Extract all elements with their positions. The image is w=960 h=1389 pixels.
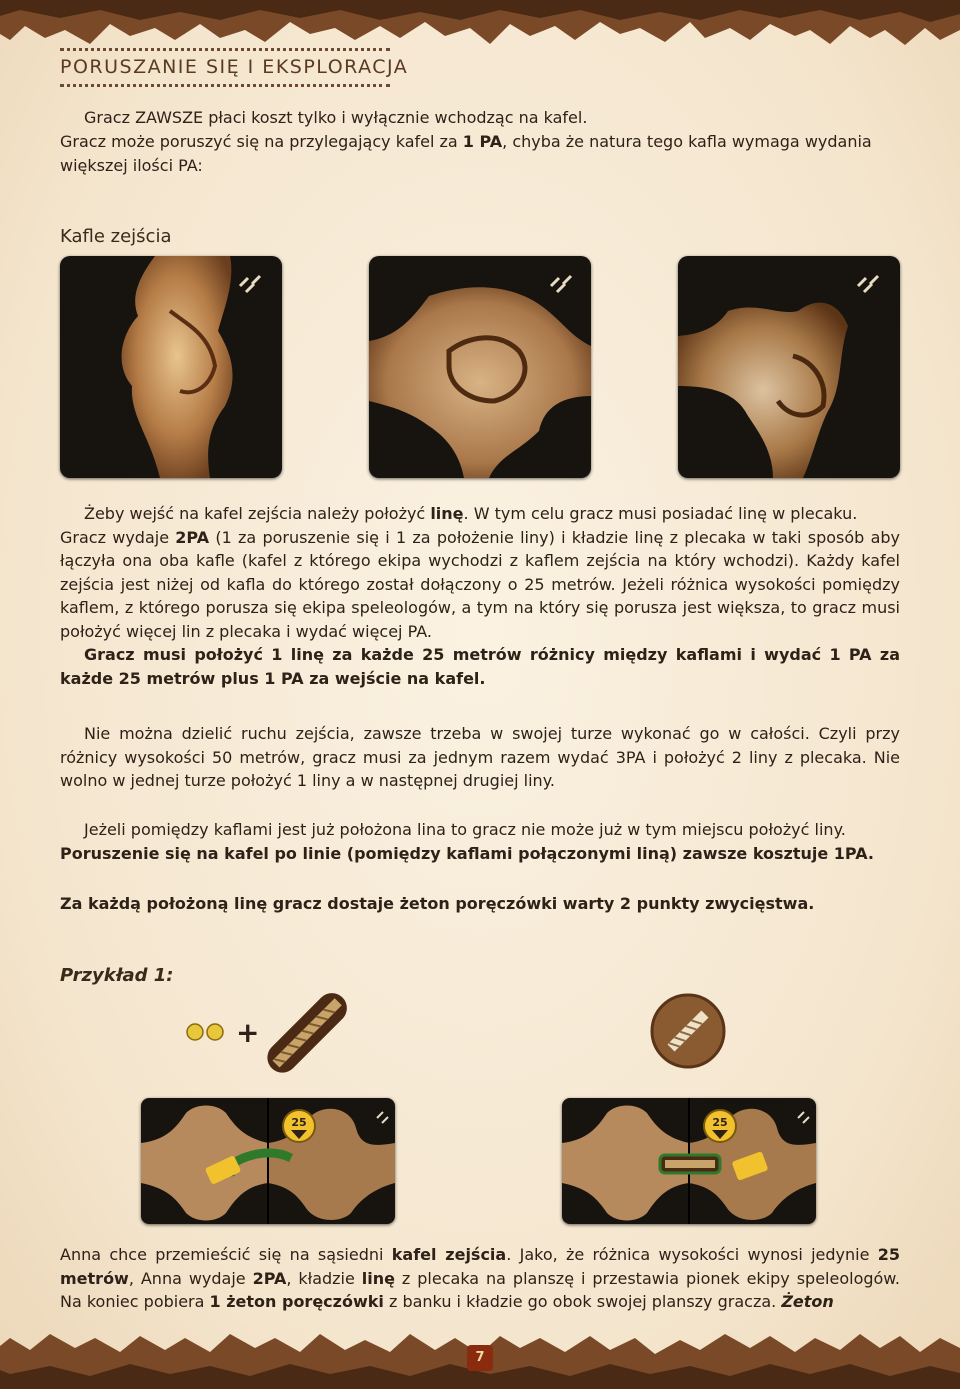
p1-bold-rule: Gracz musi położyć 1 linę za każde 25 metrów różnicy między kaflami i wydać 1 PA za każde 25 metrów plus 1 PA za wejście na kafel. (60, 645, 900, 688)
p1-cost: 2PA (175, 527, 210, 547)
p1-text-4: (1 za poruszenie się i 1 za położenie liny) i kładzie linę z plecaka w taki sposób aby łączyła ona oba kafle (kafel z którego ekipa wychodzi z kaflem zejścia na który wchodzi). Każdy kafel zejścia jest niżej od kafla do którego został dołączony o 25 metrów. Jeżeli różnica wysokości pomiędzy kaflem, z którego porusza się ekipa speleologów, a tym na który się porusza jest większa, to gracz musi położyć więcej lin z plecaka i wydać więcej PA. (60, 527, 901, 641)
heading-dots-top (60, 48, 390, 51)
caption-1: Anna chce przemieścić się na sąsiedni (60, 1245, 392, 1264)
intro-text-end: , chyba że natura tego kafla wymaga wydania większej ilości PA: (60, 132, 872, 175)
caption-12: Żeton (781, 1292, 834, 1311)
depth-badge-label-2: 25 (712, 1116, 728, 1129)
rope-token (650, 993, 726, 1069)
descent-tile-3 (678, 256, 900, 478)
caption-6: 2PA (252, 1268, 287, 1288)
depth-badge-label: 25 (291, 1116, 307, 1129)
p3-text: Jeżeli pomiędzy kaflami jest już położona lina to gracz nie może już w tym miejscu położyć liny. (84, 820, 846, 839)
descent-tile-2 (369, 256, 591, 478)
intro-cost: 1 PA (462, 132, 503, 151)
example-title: Przykład 1: (60, 965, 174, 986)
caption-3: . Jako, że różnica wysokości wynosi jedynie (506, 1245, 878, 1264)
p1-text-2: . W tym celu gracz musi posiadać linę w plecaku. (463, 504, 858, 523)
descent-rules-paragraph (60, 502, 900, 690)
existing-rope-paragraph (60, 818, 900, 865)
example-board-before (141, 1098, 395, 1224)
example-cost-illustration (180, 990, 370, 1085)
intro-line-2 (60, 130, 900, 177)
caption-10: 1 żeton poręczówki (209, 1292, 384, 1311)
caption-11: z banku i kładzie go obok swojej planszy gracza. (383, 1292, 782, 1311)
intro-line-1: Gracz ZAWSZE płaci koszt tylko i wyłącznie wchodząc na kafel. (84, 108, 588, 127)
no-split-paragraph: Nie można dzielić ruchu zejścia, zawsze trzeba w swojej turze wykonać go w całości. Czyli przy różnicy wysokości 50 metrów, gracz musi za jednym razem wydać 3PA i położyć 2 liny z plecaka. Nie wolno w jednej turze położyć 1 liny a w następnej drugiej liny. (60, 724, 900, 790)
victory-points-paragraph: Za każdą położoną linę gracz dostaje żeton poręczówki warty 2 punkty zwycięstwa. (60, 894, 815, 913)
caption-9: z plecaka na planszę i przestawia pionek ekipy speleologów. Na koniec pobiera (60, 1268, 901, 1311)
page-number: 7 (467, 1345, 493, 1371)
caption-4: 25 metrów (60, 1245, 900, 1288)
caption-7: , kładzie (286, 1268, 362, 1288)
p1-text-1: Żeby wejść na kafel zejścia należy położyć (84, 504, 431, 523)
rock-border-top (0, 0, 960, 60)
section-title: Kafle zejścia (60, 226, 172, 247)
heading-dots-bottom (60, 84, 390, 87)
plus-sign: + (236, 1016, 260, 1049)
caption-2: kafel zejścia (391, 1245, 507, 1264)
caption-5: , Anna wydaje (128, 1268, 253, 1288)
example-board-after (562, 1098, 816, 1224)
p1-text-3: Gracz wydaje (60, 527, 176, 547)
descent-tile-1 (60, 256, 282, 478)
caption-8: linę (361, 1268, 395, 1288)
intro-text: Gracz może poruszyć się na przylegający kafel za (60, 132, 463, 151)
example-caption (60, 1243, 900, 1314)
p1-rope: linę (430, 504, 464, 523)
page-title: PORUSZANIE SIĘ I EKSPLORACJA (60, 56, 409, 78)
p3-bold: Poruszenie się na kafel po linie (pomiędzy kaflami połączonymi liną) zawsze kosztuje 1PA. (60, 843, 874, 863)
